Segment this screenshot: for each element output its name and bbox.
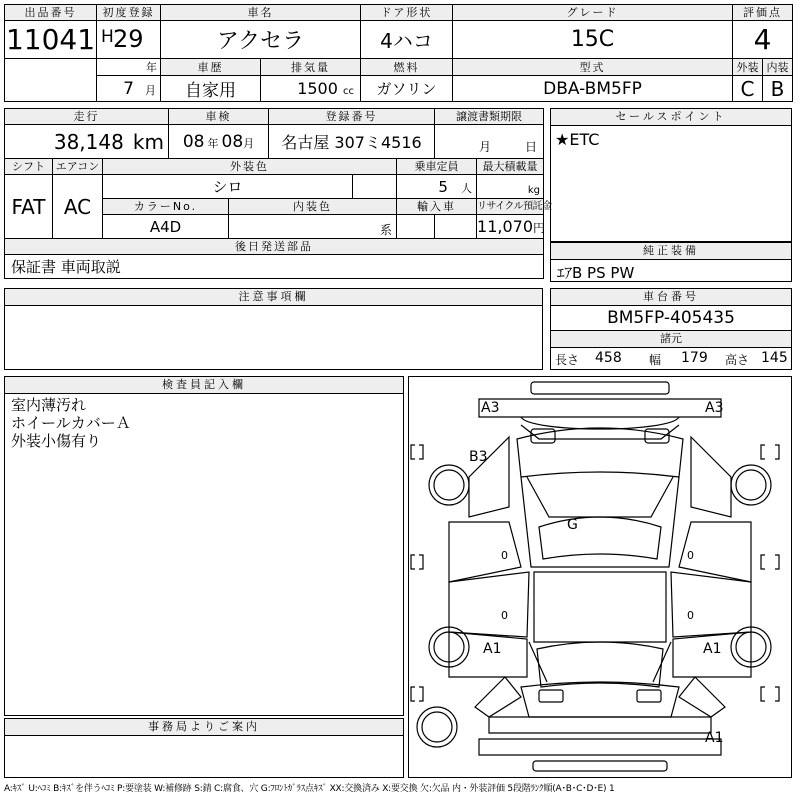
inspector-notes: 室内薄汚れ ホイールカバーＡ 外装小傷有り — [11, 396, 131, 450]
inspector-label: 検査員記入欄 — [5, 377, 403, 394]
score: 4 — [733, 21, 793, 59]
inspection-cell — [169, 125, 269, 159]
damage-diagram — [408, 376, 792, 778]
door-label: ドア形状 — [361, 5, 453, 21]
reg-month-cell — [97, 76, 161, 102]
interior-grade: B — [763, 76, 793, 102]
recycle-cell — [477, 215, 544, 239]
specs-row — [551, 348, 791, 370]
car-outline — [409, 377, 791, 777]
mark-rear-left: A1 — [483, 641, 502, 657]
displacement-label: 排気量 — [261, 59, 361, 76]
lot-no-label: 出品番号 — [5, 5, 97, 21]
width-value: 179 — [681, 350, 708, 366]
chassis-box — [550, 288, 792, 370]
grade-label: グレード — [453, 5, 733, 21]
capacity-label: 乗車定員 — [397, 159, 477, 175]
office-label: 事務局よりご案内 — [5, 719, 403, 736]
interior-color-cell: 系 — [229, 215, 397, 239]
color-extra-cell — [353, 175, 397, 199]
lot-number: 11041 — [5, 21, 97, 59]
inspection-label: 車検 — [169, 109, 269, 125]
sales-points-box — [550, 108, 792, 242]
displacement-cell — [261, 76, 361, 102]
chassis-label: 車台番号 — [551, 289, 791, 306]
insp-month: 08 — [221, 131, 244, 152]
panel-mark-2: 0 — [501, 609, 508, 622]
inspector-box — [4, 376, 404, 716]
import-label: 輸入車 — [397, 199, 477, 215]
chassis-number: BM5FP-405435 — [551, 306, 791, 331]
car-name: アクセラ — [161, 21, 361, 59]
insp-year: 08 — [182, 131, 205, 152]
color-label: 外装色 — [103, 159, 397, 175]
header-table — [4, 4, 793, 102]
details-table — [4, 108, 552, 279]
aircon: AC — [53, 175, 103, 239]
first-reg-year — [97, 21, 161, 59]
mileage-cell — [5, 125, 169, 159]
mark-windshield: G — [567, 517, 578, 533]
transfer-month-unit: 月 — [479, 140, 492, 154]
transfer-day-unit: 日 — [525, 140, 538, 154]
car-history: 自家用 — [161, 76, 261, 102]
capacity-unit: 人 — [461, 182, 473, 195]
model-code-label: 型式 — [453, 59, 733, 76]
mark-front-right: A3 — [705, 400, 724, 416]
exterior-grade: C — [733, 76, 763, 102]
mileage: 38,148 — [53, 129, 124, 154]
color-number: A4D — [103, 215, 229, 239]
reg-month: 7 — [123, 78, 134, 99]
shift: FAT — [5, 175, 53, 239]
year-unit-cell: 年 — [97, 59, 161, 76]
interior-label: 内装 — [763, 59, 793, 76]
color-no-label: カラーNo. — [103, 199, 229, 215]
ac-label: エアコン — [53, 159, 103, 175]
import-cell-b — [435, 215, 477, 239]
caution-box — [4, 288, 543, 370]
panel-mark-1: 0 — [687, 549, 694, 562]
legend-footer: A:ｷｽﾞ U:ﾍｺﾐ B:ｷｽﾞを伴うﾍｺﾐ P:要塗装 W:補修跡 S:錆 C:腐食、穴 G:ﾌﾛﾝﾄｶﾞﾗｽ点ｷｽﾞ XX:交換済み X:要交換 欠:欠品 内・外装評価 5段階ﾗﾝｸ順(A･B･C･D･E) 1 — [4, 784, 615, 794]
max-load-label: 最大積載量 — [477, 159, 544, 175]
reg-year: 29 — [113, 25, 144, 53]
capacity-cell — [397, 175, 477, 199]
parts-label: 後日発送部品 — [5, 239, 544, 255]
recycle-unit: 円 — [533, 221, 546, 235]
fuel-label: 燃料 — [361, 59, 453, 76]
sales-points-label: セールスポイント — [551, 109, 791, 126]
parts: 保証書 車両取説 — [5, 255, 544, 279]
capacity: 5 — [438, 178, 448, 196]
transfer-label: 譲渡書類期限 — [435, 109, 544, 125]
caution-label: 注意事項欄 — [5, 289, 542, 306]
import-cell-a — [397, 215, 435, 239]
recycle-fee: 11,070 — [477, 217, 534, 236]
mark-rear-bumper: A1 — [705, 730, 724, 746]
mark-front-left: A3 — [481, 400, 500, 416]
blank-cell — [5, 59, 97, 102]
mileage-label: 走行 — [5, 109, 169, 125]
sales-points-text: ★ETC — [555, 130, 600, 149]
displacement-unit: cc — [343, 86, 354, 97]
length-label: 長さ — [555, 353, 580, 367]
mark-rear-right: A1 — [703, 641, 722, 657]
equipment-box — [550, 242, 792, 282]
length-value: 458 — [595, 350, 622, 366]
insp-year-unit: 年 — [207, 136, 219, 150]
grade: 15C — [453, 21, 733, 59]
recycle-label: リサイクル預託金 — [477, 199, 544, 215]
first-reg-label: 初度登録 — [97, 5, 161, 21]
era: H — [101, 27, 114, 47]
car-name-label: 車名 — [161, 5, 361, 21]
model-code: DBA-BM5FP — [453, 76, 733, 102]
exterior-label: 外装 — [733, 59, 763, 76]
insp-month-unit: 月 — [243, 136, 255, 150]
reg-number: 名古屋 307ミ4516 — [269, 125, 435, 159]
panel-mark-0: 0 — [501, 549, 508, 562]
width-label: 幅 — [649, 353, 662, 367]
mark-fender-left: B3 — [469, 449, 488, 465]
fuel: ガソリン — [361, 76, 453, 102]
month-unit: 月 — [145, 83, 156, 97]
shift-label: シフト — [5, 159, 53, 175]
equipment-label: 純正装備 — [551, 243, 791, 260]
exterior-color: シロ — [103, 175, 353, 199]
mileage-unit: km — [132, 129, 164, 154]
height-value: 145 — [761, 350, 788, 366]
interior-color-label: 内装色 — [229, 199, 397, 215]
office-box — [4, 718, 404, 778]
transfer-cell — [435, 125, 544, 159]
specs-label: 諸元 — [551, 331, 791, 348]
door-type: 4ハコ — [361, 21, 453, 59]
equipment-text: ｴｱB PS PW — [557, 264, 635, 282]
history-label: 車歴 — [161, 59, 261, 76]
displacement: 1500 — [297, 79, 338, 98]
score-label: 評価点 — [733, 5, 793, 21]
max-load-cell: kg — [477, 175, 544, 199]
height-label: 高さ — [725, 353, 750, 367]
reg-no-label: 登録番号 — [269, 109, 435, 125]
panel-mark-3: 0 — [687, 609, 694, 622]
